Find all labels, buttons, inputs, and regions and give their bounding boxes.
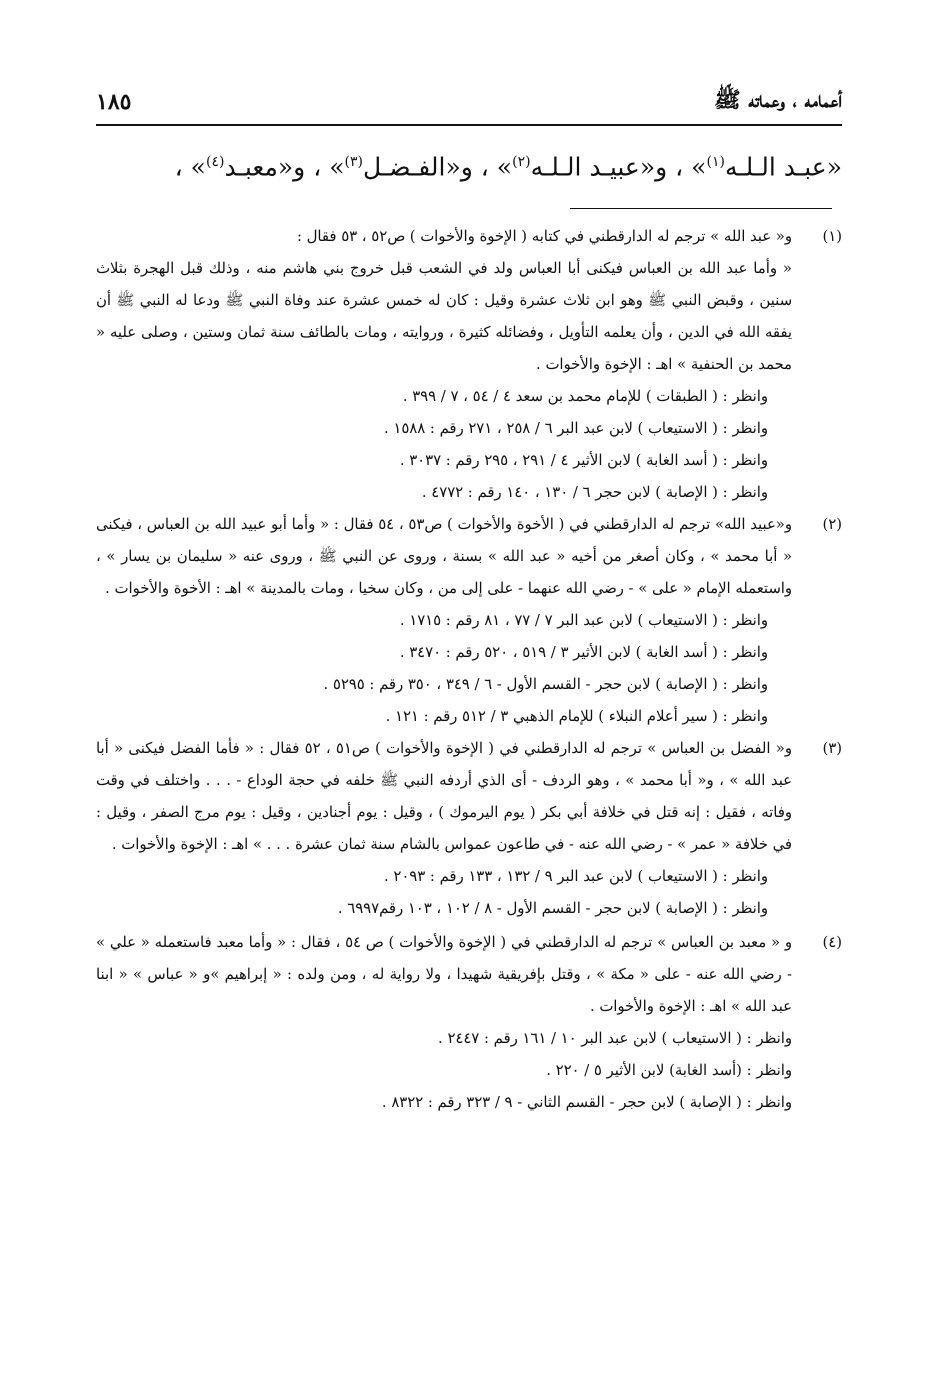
footnote-body: [96, 221, 792, 509]
footnote-text: و « معبد بن العباس » ترجم له الدارقطني في ( الإخوة والأخوات ) ص ٥٤ ، فقال : « وأما معبد فاستعمله « علي » - رضي الله عنه - على « مكة » ، وقتل بإفريقية شهيدا ، ولا رواية له ، ومن ولده : « إبراهيم »و « عباس » « ابنا عبد الله » اهـ : الإخوة والأخوات .: [96, 934, 792, 1015]
main-text-segment: » ، و«الفـضـل: [362, 152, 513, 182]
footnote-text: و« الفضل بن العباس » ترجم له الدارقطني في ( الإخوة والأخوات ) ص٥١ ، ٥٢ فقال : « فأما الفضل فيكنى « أبا عبد الله » ، و« أبا محمد » ، وهو الردف - أى الذي أردفه النبي ﷺ خلفه في حجة الوداع - . . . واختلف في وقت وفاته ، فقيل : إنه قتل في خلافة أبي بكر ( يوم اليرموك ) ، وقيل : يوم أجنادين ، وقيل : يوم مرج الصفر ، وقيل : في خلافة « عمر » - رضي الله عنه - في طاعون عمواس بالشام سنة ثمان عشرة . . . » اهـ : الإخوة والأخوات .: [96, 740, 792, 853]
reference-line: وانظر : ( الاستيعاب ) لابن عبد البر ٩ / ١٣٢ ، ١٣٣ رقم : ٢٠٩٣ .: [383, 868, 768, 885]
footnote-marker: (١): [706, 154, 725, 170]
footnote-number: (٢): [822, 516, 842, 533]
footnote-1: [96, 221, 842, 509]
running-title: أعمامه ، وعماته ﷺ: [714, 87, 842, 113]
footnote-4: [96, 927, 842, 1119]
footnote-text: و«عبيد الله» ترجم له الدارقطني في ( الأخوة والأخوات ) ص٥٣ ، ٥٤ فقال : « وأما أبو عبيد الله بن العباس ، فيكنى « أبا محمد » ، وكان أصغر من أخيه « عبد الله » بسنة ، وروى عن النبي ﷺ ، وروى عنه « سليمان بن يسار » ، واستعمله الإمام « على » - رضي الله عنهما - على إلى من ، وكان سخيا ، ومات بالمدينة » اهـ : الأخوة والأخوات .: [96, 516, 792, 597]
reference-line: وانظر : ( الاستيعاب ) لابن عبد البر ١٠ / ١٦١ رقم : ٢٤٤٧ .: [438, 1030, 792, 1047]
reference-line: وانظر : ( سير أعلام النبلاء ) للإمام الذهبي ٣ / ٥١٢ رقم : ١٢١ .: [385, 708, 768, 725]
footnote-body: [96, 509, 792, 733]
footnote-separator: [570, 208, 832, 209]
page-header: [96, 82, 842, 122]
header-divider: [96, 124, 842, 126]
reference-line: وانظر : ( الاستيعاب ) لابن عبد البر ٧ / ٧٧ ، ٨١ رقم : ١٧١٥ .: [399, 612, 768, 629]
footnote-number: (٤): [822, 934, 842, 951]
footnotes: [96, 221, 842, 1119]
footnote-quote: « وأما عبد الله بن العباس فيكنى أبا العباس ولد في الشعب قبل خروج بني هاشم منه ، وذلك قبل الهجرة بثلاث سنين ، وقبض النبي ﷺ وهو ابن ثلاث عشرة وقيل : كان له خمس عشرة عند وفاة النبي ﷺ ودعا له النبي ﷺ أن يفقه الله في الدين ، وأن يعلمه التأويل ، وفضائله كثيرة ، وروايته ، ومات بالطائف سنة ثمان وستين ، وصلى عليه « محمد بن الحنفية » اهـ : الإخوة والأخوات .: [96, 260, 792, 373]
reference-line: وانظر : ( الطبقات ) للإمام محمد بن سعد ٤ / ٥٤ ، ٧ / ٣٩٩ .: [402, 388, 768, 405]
reference-line: وانظر : (أسد الغابة) لابن الأثير ٥ / ٢٢٠ .: [546, 1062, 792, 1079]
main-text-segment: » ، و«معبـد: [224, 152, 345, 182]
footnote-body: [96, 927, 792, 1119]
main-text-segment: » ، و«عبيـد الـلـه: [530, 152, 707, 182]
reference-line: وانظر : ( الاستيعاب ) لابن عبد البر ٦ / ٢٥٨ ، ٢٧١ رقم : ١٥٨٨ .: [383, 420, 768, 437]
footnote-marker: (٤): [205, 154, 225, 170]
footnote-number: (٣): [822, 740, 842, 757]
reference-line: وانظر : ( الإصابة ) لابن حجر - القسم الأول - ٨ / ١٠٢ ، ١٠٣ رقم٦٩٩٧ .: [337, 900, 768, 917]
main-text-line: [96, 140, 842, 189]
footnote-body: [96, 733, 792, 925]
reference-line: وانظر : ( الإصابة ) لابن حجر - القسم الثاني - ٩ / ٣٢٣ رقم : ٨٣٢٢ .: [381, 1094, 792, 1111]
page-number: ١٨٥: [96, 89, 132, 115]
reference-line: وانظر : ( أسد الغابة ) لابن الأثير ٤ / ٢٩١ ، ٢٩٥ رقم : ٣٠٣٧ .: [399, 452, 768, 469]
main-text-segment: «عبـد الـلـه: [724, 152, 842, 182]
footnote-marker: (٣): [344, 154, 363, 170]
reference-line: وانظر : ( الإصابة ) لابن حجر - القسم الأول - ٦ / ٣٤٩ ، ٣٥٠ رقم : ٥٢٩٥ .: [323, 676, 768, 693]
reference-line: وانظر : ( الإصابة ) لابن حجر ٦ / ١٣٠ ، ١٤٠ رقم : ٤٧٧٢ .: [421, 484, 768, 501]
reference-line: وانظر : ( أسد الغابة ) لابن الأثير ٣ / ٥١٩ ، ٥٢٠ رقم : ٣٤٧٠ .: [399, 644, 768, 661]
footnote-marker: (٢): [512, 154, 531, 170]
footnote-3: [96, 733, 842, 925]
footnote-intro: و« عبد الله » ترجم له الدارقطني في كتابه ( الإخوة والأخوات ) ص٥٢ ، ٥٣ فقال :: [296, 228, 792, 245]
main-text-segment: » ،: [174, 152, 206, 182]
footnote-2: [96, 509, 842, 733]
footnote-number: (١): [822, 228, 842, 245]
